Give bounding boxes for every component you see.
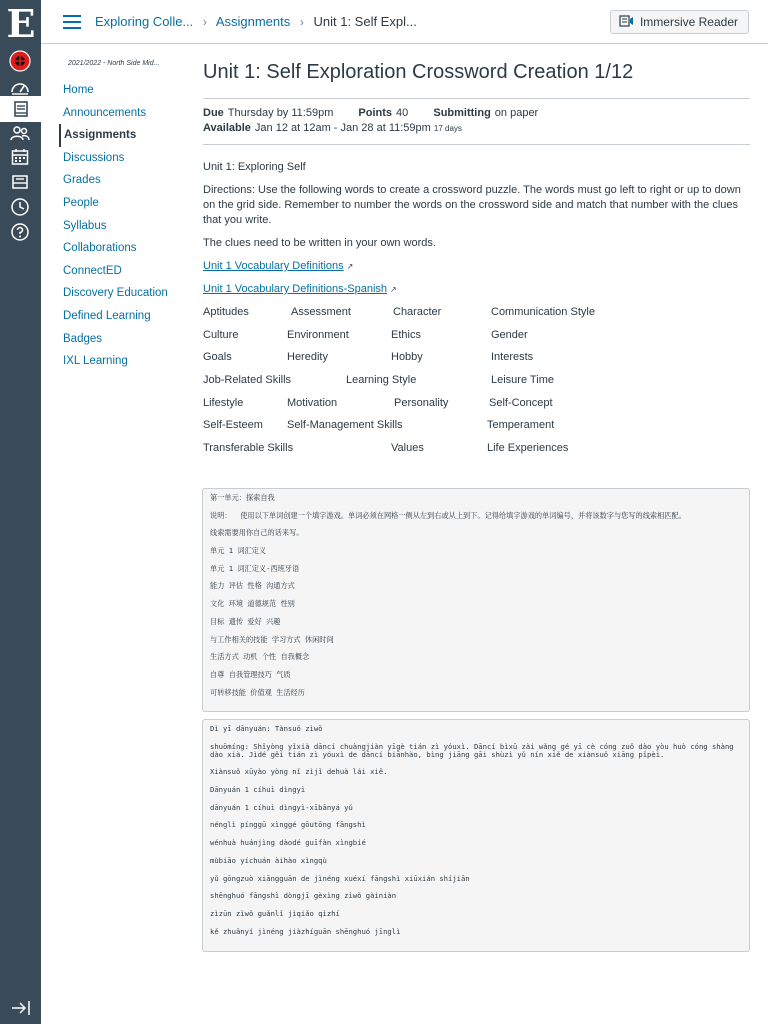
vocab-word: Interests xyxy=(491,351,534,364)
pinyin-line: nénglì pínggū xìnggé gōutōng fāngshì xyxy=(210,820,366,830)
term-label: 2021/2022 - North Side Mid... xyxy=(68,60,160,67)
word-row xyxy=(203,350,750,373)
description-clues-note: The clues need to be written in your own words. xyxy=(203,237,436,249)
course-nav-defined-learning[interactable]: Defined Learning xyxy=(63,309,151,322)
course-nav-discovery-education[interactable]: Discovery Education xyxy=(63,287,168,300)
word-row xyxy=(203,441,750,464)
available-value: Jan 12 at 12am - Jan 28 at 11:59pm xyxy=(254,122,431,134)
course-navigation xyxy=(59,56,189,373)
chinese-line: 自尊 自我管理技巧 气质 xyxy=(210,669,291,679)
vocabulary-word-grid xyxy=(203,305,750,464)
vocabulary-definitions-link[interactable]: Unit 1 Vocabulary Definitions xyxy=(203,260,344,272)
pinyin-line: dānyuán 1 cíhuì dìngyì-xībānyá yǔ xyxy=(210,802,353,812)
chinese-line: 单元 1 词汇定义-西班牙语 xyxy=(210,563,300,573)
breadcrumb-separator-icon: › xyxy=(299,15,304,29)
pinyin-line: kě zhuǎnyí jìnéng jiàzhíguān shēnghuó jīnglì xyxy=(210,926,401,936)
vocab-word: Temperament xyxy=(487,419,555,432)
word-row xyxy=(203,328,750,351)
vocab-word: Job-Related Skills xyxy=(203,374,292,387)
course-nav-badges[interactable]: Badges xyxy=(63,332,103,345)
page-title: Unit 1: Self Exploration Crossword Creation 1/12 xyxy=(203,60,750,99)
chinese-line: 线索需要用你自己的话来写。 xyxy=(210,528,304,538)
breadcrumb-course[interactable]: Exploring Colle... xyxy=(95,14,194,29)
vocab-word: Hobby xyxy=(391,351,423,364)
vocab-word: Goals xyxy=(203,351,232,364)
course-nav-announcements[interactable]: Announcements xyxy=(63,106,147,119)
pinyin-line: mùbiāo yíchuán àihào xìngqù xyxy=(210,855,327,865)
vocab-word: Personality xyxy=(394,396,449,409)
pinyin-line: zìzūn zìwǒ guǎnlǐ jìqiǎo qìzhí xyxy=(210,908,340,918)
pinyin-line: Dānyuán 1 cíhuì dìngyì xyxy=(210,785,306,795)
course-nav-ixl-learning[interactable]: IXL Learning xyxy=(63,355,128,368)
course-nav-people[interactable]: People xyxy=(63,196,99,209)
pinyin-translation-block xyxy=(202,719,750,952)
breadcrumb-separator-icon: › xyxy=(202,15,207,29)
points-label: Points xyxy=(358,107,393,119)
calendar-icon[interactable] xyxy=(9,146,31,168)
immersive-reader-icon xyxy=(619,14,635,31)
vocab-word: Motivation xyxy=(287,396,338,409)
vocab-word: Self-Management Skills xyxy=(287,419,403,432)
due-value: Thursday by 11:59pm xyxy=(227,107,334,119)
vocab-word: Gender xyxy=(491,328,528,341)
history-icon[interactable] xyxy=(9,196,31,218)
vocab-word: Communication Style xyxy=(491,306,595,318)
collapse-nav-icon[interactable] xyxy=(10,998,32,1018)
pinyin-line: Xiànsuǒ xūyào yòng nǐ zìjǐ dehuà lái xiě. xyxy=(210,767,388,777)
word-row xyxy=(203,373,750,396)
institution-logo[interactable] xyxy=(3,1,39,46)
course-nav-syllabus[interactable]: Syllabus xyxy=(63,219,107,232)
word-row xyxy=(203,418,750,441)
page-header xyxy=(41,0,768,44)
logo-letter: E xyxy=(6,1,36,46)
description-directions: Directions: Use the following words to create a crossword puzzle. The words must go left to right or up to down on the grid side. Remember to number the words on the crossword side and match that number with the clues that you write. xyxy=(203,184,741,226)
external-link-icon: ↗ xyxy=(346,262,354,271)
available-days: 17 days xyxy=(433,124,462,133)
dashboard-icon[interactable] xyxy=(9,76,31,98)
global-navigation xyxy=(0,0,41,1024)
immersive-reader-label: Immersive Reader xyxy=(639,15,738,29)
assignment-description xyxy=(203,160,750,464)
chinese-line: 生活方式 动机 个性 自我概念 xyxy=(210,652,310,662)
chinese-line: 目标 遗传 爱好 兴趣 xyxy=(210,616,281,626)
vocab-word: Values xyxy=(391,442,424,455)
vocabulary-definitions-spanish-link[interactable]: Unit 1 Vocabulary Definitions-Spanish xyxy=(203,283,388,295)
assignment-content xyxy=(203,56,750,464)
vocab-word: Character xyxy=(393,306,442,318)
submitting-label: Submitting xyxy=(433,107,491,119)
course-nav-home[interactable]: Home xyxy=(63,84,94,96)
pinyin-line: Dì yī dānyuán: Tànsuǒ zìwǒ xyxy=(210,724,323,733)
course-nav-assignments[interactable]: Assignments xyxy=(59,124,189,147)
vocab-word: Environment xyxy=(287,328,349,341)
vocab-word: Life Experiences xyxy=(487,442,569,455)
course-nav-collaborations[interactable]: Collaborations xyxy=(63,242,137,255)
word-row xyxy=(203,396,750,419)
vocab-word: Transferable Skills xyxy=(203,442,294,455)
due-label: Due xyxy=(203,107,224,119)
groups-icon[interactable] xyxy=(9,122,31,144)
vocab-word: Leisure Time xyxy=(491,374,554,387)
points-value: 40 xyxy=(396,107,409,119)
chinese-line: 与工作相关的技能 学习方式 休闲时间 xyxy=(210,634,334,644)
inbox-icon[interactable] xyxy=(9,171,31,193)
details-row-1 xyxy=(203,106,750,121)
course-menu-toggle[interactable] xyxy=(63,15,81,29)
breadcrumb-assignments[interactable]: Assignments xyxy=(215,14,291,29)
course-nav-grades[interactable]: Grades xyxy=(63,174,101,187)
chinese-line: 可转移技能 价值观 生活经历 xyxy=(210,687,305,697)
available-label: Available xyxy=(203,122,251,134)
immersive-reader-button[interactable] xyxy=(610,10,749,34)
breadcrumb xyxy=(95,14,417,29)
help-icon[interactable] xyxy=(9,221,31,243)
pinyin-line: wénhuà huánjìng dàodé guīfàn xìngbié xyxy=(210,838,366,848)
breadcrumb-current: Unit 1: Self Expl... xyxy=(313,14,417,29)
assignment-details xyxy=(203,99,750,145)
course-nav-connected[interactable]: ConnectED xyxy=(63,264,122,277)
vocab-word: Ethics xyxy=(391,328,421,341)
pinyin-line: shēnghuó fāngshì dòngjī gèxìng zìwǒ gàiniàn xyxy=(210,891,397,901)
vocab-word: Learning Style xyxy=(346,374,417,387)
chinese-line: 说明： 使用以下单词创建一个填字游戏。单词必须在网格一侧从左到右或从上到下。记得给填字游戏的单词编号，并将该数字与您写的线索相匹配。 xyxy=(210,510,686,520)
vocab-word: Aptitudes xyxy=(203,306,249,318)
chinese-translation-block xyxy=(202,488,750,712)
logo-badge-icon[interactable] xyxy=(9,50,31,72)
external-link-icon: ↗ xyxy=(390,285,397,294)
courses-icon[interactable] xyxy=(0,96,41,122)
pinyin-line: shuōmíng: Shǐyòng yǐxià dāncí chuàngjiàn yīgè tián zì yóuxì. Dāncí bìxū zài wǎng gé yī cè cóng zuǒ dào yòu huò cóng shàng dào xià. Jìdé gěi tián zì yóuxì de dāncí biānhào, bìng jiāng gāi shùzì yǔ nín xiě de xiànsuǒ xiāng pǐpèi. xyxy=(210,741,738,759)
vocab-word: Self-Concept xyxy=(489,396,553,409)
details-row-2 xyxy=(203,121,750,136)
vocab-word: Self-Esteem xyxy=(203,419,263,432)
vocab-word: Assessment xyxy=(291,306,351,318)
chinese-line: 第一单元：探索自我 xyxy=(210,493,275,502)
chinese-line: 文化 环境 道德规范 性别 xyxy=(210,599,295,609)
chinese-line: 能力 评估 性格 沟通方式 xyxy=(210,581,295,591)
chinese-line: 单元 1 词汇定义 xyxy=(210,546,267,556)
vocab-word: Lifestyle xyxy=(203,396,244,409)
submitting-value: on paper xyxy=(494,107,539,119)
vocab-word: Culture xyxy=(203,328,239,341)
word-row xyxy=(203,305,750,328)
pinyin-line: yǔ gōngzuò xiāngguān de jìnéng xuéxí fāngshì xiūxián shíjiān xyxy=(210,873,470,883)
course-nav-discussions[interactable]: Discussions xyxy=(63,151,125,164)
description-heading: Unit 1: Exploring Self xyxy=(203,161,306,173)
vocab-word: Heredity xyxy=(287,351,328,364)
